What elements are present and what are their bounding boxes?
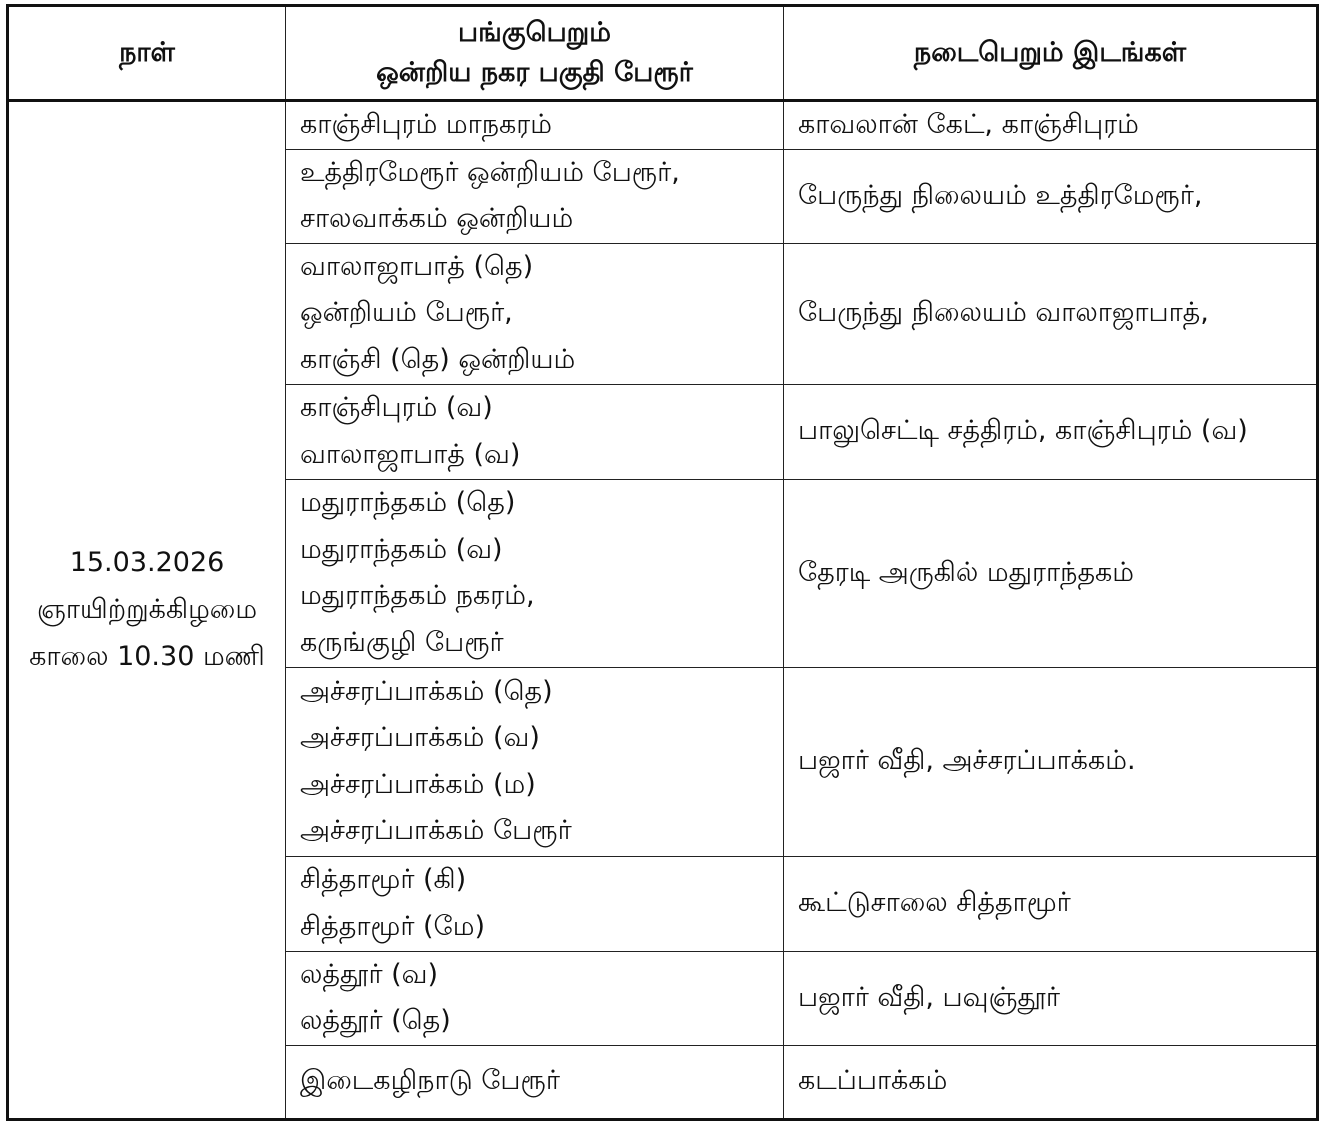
venue-cell bbox=[784, 1045, 1318, 1119]
area-cell bbox=[286, 243, 784, 384]
header-venue-label: நடைபெறும் இடங்கள் bbox=[913, 37, 1187, 68]
venue-cell bbox=[784, 667, 1318, 856]
venue-name: பஜார் வீதி, அச்சரப்பாக்கம். bbox=[798, 745, 1136, 777]
header-areas bbox=[286, 6, 784, 101]
table-row bbox=[8, 101, 1318, 150]
event-day: ஞாயிற்றுக்கிழமை bbox=[36, 594, 258, 626]
area-name: காஞ்சிபுரம் (வ) bbox=[300, 392, 493, 423]
venue-cell bbox=[784, 384, 1318, 479]
area-cell bbox=[286, 951, 784, 1045]
area-cell bbox=[286, 1045, 784, 1119]
venue-cell bbox=[784, 149, 1318, 243]
venue-name: பேருந்து நிலையம் உத்திரமேரூர், bbox=[798, 179, 1203, 211]
venue-name: கூட்டுசாலை சித்தாமூர் bbox=[798, 887, 1071, 919]
area-name: மதுராந்தகம் நகரம், bbox=[300, 580, 535, 611]
area-name: மதுராந்தகம் (தெ) bbox=[300, 487, 516, 518]
area-name: அச்சரப்பாக்கம் (தெ) bbox=[300, 675, 553, 707]
area-cell bbox=[286, 149, 784, 243]
event-time: காலை 10.30 மணி bbox=[29, 641, 265, 673]
area-name: அச்சரப்பாக்கம் பேரூர் bbox=[300, 815, 572, 846]
area-name: லத்தூர் (வ) bbox=[300, 958, 439, 990]
schedule-table bbox=[6, 4, 1319, 1121]
venue-cell bbox=[784, 243, 1318, 384]
area-cell bbox=[286, 101, 784, 150]
header-date-label: நாள் bbox=[119, 37, 175, 68]
area-cell bbox=[286, 479, 784, 667]
header-areas-line-1: பங்குபெறும் bbox=[458, 17, 611, 48]
area-name: கருங்குழி பேரூர் bbox=[300, 626, 504, 658]
header-venue bbox=[784, 6, 1318, 101]
event-date: 15.03.2026 bbox=[69, 547, 225, 579]
area-name: சித்தாமூர் (கி) bbox=[300, 864, 467, 895]
venue-cell bbox=[784, 856, 1318, 951]
area-cell bbox=[286, 667, 784, 856]
area-name: இடைகழிநாடு பேரூர் bbox=[300, 1065, 560, 1097]
venue-name: பேருந்து நிலையம் வாலாஜாபாத், bbox=[798, 297, 1209, 329]
area-name: மதுராந்தகம் (வ) bbox=[300, 533, 503, 565]
venue-name: தேரடி அருகில் மதுராந்தகம் bbox=[798, 556, 1135, 588]
area-name: ஒன்றியம் பேரூர், bbox=[300, 297, 513, 329]
venue-cell bbox=[784, 479, 1318, 667]
header-date bbox=[8, 6, 286, 101]
area-name: அச்சரப்பாக்கம் (வ) bbox=[300, 722, 540, 753]
venue-name: காவலான் கேட், காஞ்சிபுரம் bbox=[798, 109, 1139, 140]
header-row bbox=[8, 6, 1318, 101]
area-name: காஞ்சி (தெ) ஒன்றியம் bbox=[300, 343, 576, 375]
schedule-document bbox=[6, 4, 1316, 1120]
area-name: லத்தூர் (தெ) bbox=[300, 1005, 451, 1036]
venue-cell bbox=[784, 951, 1318, 1045]
area-cell bbox=[286, 856, 784, 951]
area-name: சித்தாமூர் (மே) bbox=[300, 910, 485, 942]
area-name: வாலாஜாபாத் (தெ) bbox=[300, 250, 534, 282]
area-name: அச்சரப்பாக்கம் (ம) bbox=[300, 768, 536, 800]
area-name: வாலாஜாபாத் (வ) bbox=[300, 438, 521, 470]
venue-cell bbox=[784, 101, 1318, 150]
venue-name: பஜார் வீதி, பவுஞ்தூர் bbox=[798, 981, 1061, 1013]
area-cell bbox=[286, 384, 784, 479]
date-cell bbox=[8, 101, 286, 1120]
venue-name: கடப்பாக்கம் bbox=[798, 1065, 948, 1097]
area-name: சாலவாக்கம் ஒன்றியம் bbox=[300, 203, 574, 234]
venue-name: பாலுசெட்டி சத்திரம், காஞ்சிபுரம் (வ) bbox=[798, 415, 1248, 447]
area-name: உத்திரமேரூர் ஒன்றியம் பேரூர், bbox=[300, 156, 680, 188]
header-areas-line-2: ஒன்றிய நகர பகுதி பேரூர் bbox=[376, 57, 693, 88]
area-name: காஞ்சிபுரம் மாநகரம் bbox=[300, 109, 552, 140]
